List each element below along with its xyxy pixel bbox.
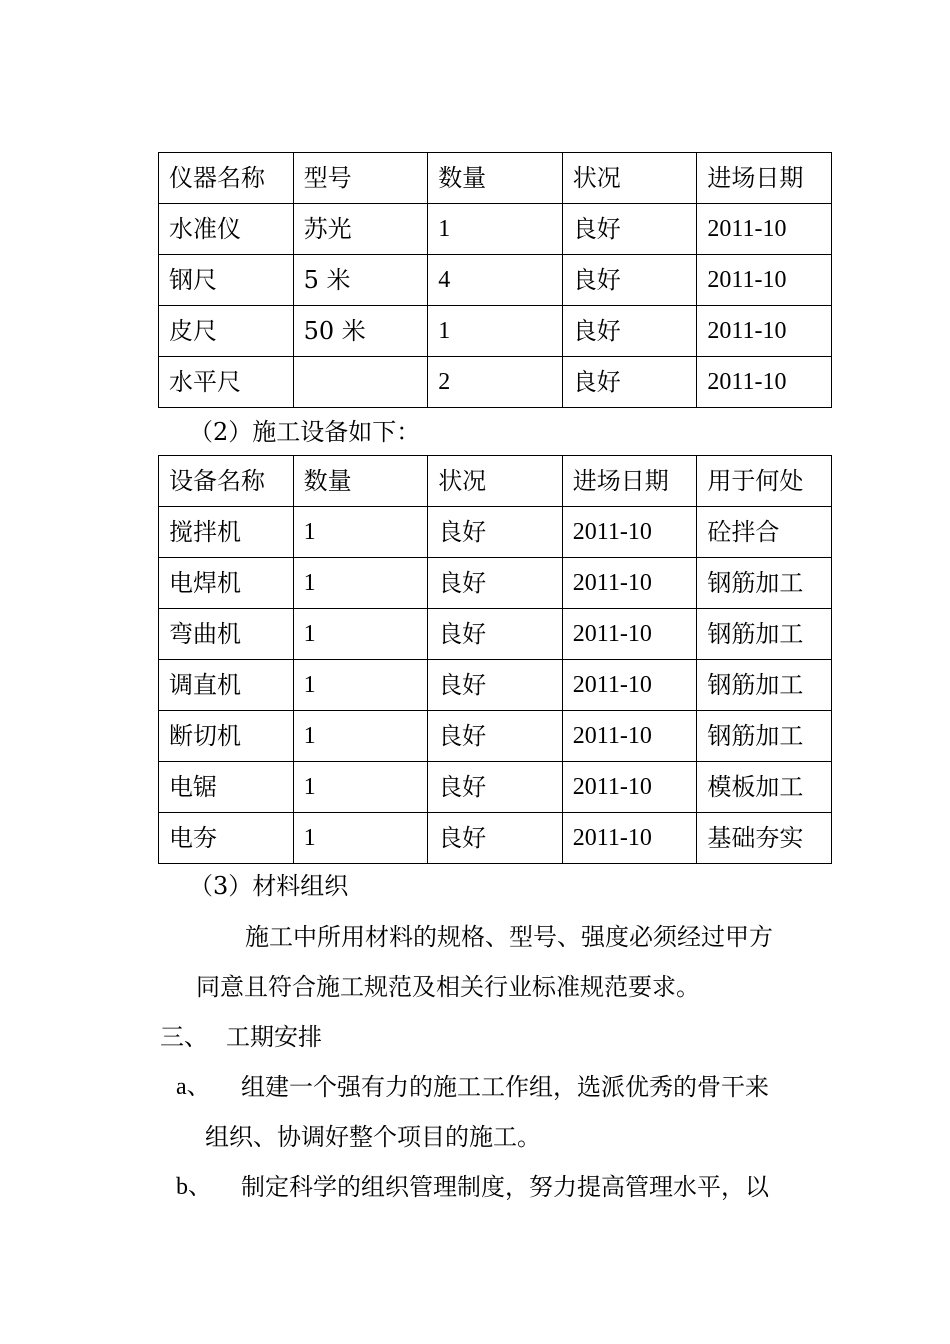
header-cell: 状况 — [428, 456, 563, 507]
table-cell: 良好 — [428, 660, 563, 711]
table-cell: 搅拌机 — [159, 507, 294, 558]
header-cell: 状况 — [562, 153, 697, 204]
section-number: 三、 — [160, 1023, 208, 1051]
table-cell: 砼拌合 — [697, 507, 832, 558]
table-cell: 水准仪 — [159, 204, 294, 255]
section-title: 工期安排 — [226, 1023, 322, 1051]
table-row — [159, 660, 832, 711]
table-cell: 水平尺 — [159, 357, 294, 408]
materials-text-line: 同意且符合施工规范及相关行业标准规范要求。 — [196, 973, 700, 1001]
table-row — [159, 507, 832, 558]
table-cell — [293, 357, 428, 408]
table-cell: 基础夯实 — [697, 813, 832, 864]
table-cell: 2011-10 — [562, 711, 697, 762]
table-cell: 断切机 — [159, 711, 294, 762]
header-cell: 数量 — [428, 153, 563, 204]
table-cell: 2011-10 — [562, 813, 697, 864]
table-header-row — [159, 456, 832, 507]
header-cell: 数量 — [293, 456, 428, 507]
table-cell: 模板加工 — [697, 762, 832, 813]
table-row — [159, 255, 832, 306]
table-cell: 2011-10 — [562, 762, 697, 813]
table-cell: 2011-10 — [697, 357, 832, 408]
header-cell: 仪器名称 — [159, 153, 294, 204]
table-cell: 50 米 — [293, 306, 428, 357]
table-cell: 钢筋加工 — [697, 558, 832, 609]
table-cell: 调直机 — [159, 660, 294, 711]
table-cell: 良好 — [428, 558, 563, 609]
table-row — [159, 813, 832, 864]
list-marker: a、 — [176, 1074, 211, 1100]
table-row — [159, 609, 832, 660]
header-cell: 型号 — [293, 153, 428, 204]
table-cell: 2011-10 — [562, 609, 697, 660]
table-row — [159, 711, 832, 762]
table-cell: 良好 — [562, 306, 697, 357]
list-item-line: 组建一个强有力的施工工作组，选派优秀的骨干来 — [241, 1073, 769, 1101]
table-cell: 弯曲机 — [159, 609, 294, 660]
table-cell: 1 — [293, 762, 428, 813]
table-cell: 钢筋加工 — [697, 660, 832, 711]
table-cell: 良好 — [428, 813, 563, 864]
table-cell: 1 — [293, 660, 428, 711]
equipment-heading: （2）施工设备如下： — [189, 418, 421, 446]
table-cell: 良好 — [562, 255, 697, 306]
table-cell: 钢筋加工 — [697, 609, 832, 660]
table-cell: 良好 — [562, 204, 697, 255]
table-cell: 1 — [428, 306, 563, 357]
table-row — [159, 762, 832, 813]
table-cell: 1 — [293, 507, 428, 558]
table-cell: 2 — [428, 357, 563, 408]
table-cell: 电夯 — [159, 813, 294, 864]
table-cell: 1 — [293, 558, 428, 609]
table-cell: 2011-10 — [697, 306, 832, 357]
table-cell: 4 — [428, 255, 563, 306]
header-cell: 进场日期 — [562, 456, 697, 507]
table-cell: 2011-10 — [562, 507, 697, 558]
header-cell: 设备名称 — [159, 456, 294, 507]
list-item-line: 制定科学的组织管理制度，努力提高管理水平，以 — [241, 1173, 769, 1201]
table-cell: 皮尺 — [159, 306, 294, 357]
table-cell: 良好 — [428, 762, 563, 813]
table-cell: 1 — [293, 813, 428, 864]
table-row — [159, 558, 832, 609]
table-cell: 钢筋加工 — [697, 711, 832, 762]
table-cell: 1 — [293, 609, 428, 660]
equipment-table — [158, 455, 832, 864]
materials-heading: （3）材料组织 — [189, 872, 349, 900]
table-cell: 2011-10 — [697, 255, 832, 306]
materials-text-line: 施工中所用材料的规格、型号、强度必须经过甲方 — [245, 923, 773, 951]
header-cell: 进场日期 — [697, 153, 832, 204]
header-cell: 用于何处 — [697, 456, 832, 507]
table-header-row — [159, 153, 832, 204]
table-cell: 良好 — [428, 609, 563, 660]
table-cell: 电锯 — [159, 762, 294, 813]
table-cell: 良好 — [428, 507, 563, 558]
table-cell: 1 — [293, 711, 428, 762]
table-cell: 2011-10 — [697, 204, 832, 255]
table-row — [159, 357, 832, 408]
table-cell: 苏光 — [293, 204, 428, 255]
table-cell: 钢尺 — [159, 255, 294, 306]
table-cell: 2011-10 — [562, 558, 697, 609]
table-cell: 5 米 — [293, 255, 428, 306]
table-cell: 1 — [428, 204, 563, 255]
list-item-line: 组织、协调好整个项目的施工。 — [205, 1123, 541, 1151]
table-cell: 2011-10 — [562, 660, 697, 711]
list-marker: b、 — [176, 1174, 212, 1200]
table-row — [159, 306, 832, 357]
table-cell: 良好 — [428, 711, 563, 762]
table-cell: 良好 — [562, 357, 697, 408]
instrument-table — [158, 152, 832, 408]
table-cell: 电焊机 — [159, 558, 294, 609]
table-row — [159, 204, 832, 255]
